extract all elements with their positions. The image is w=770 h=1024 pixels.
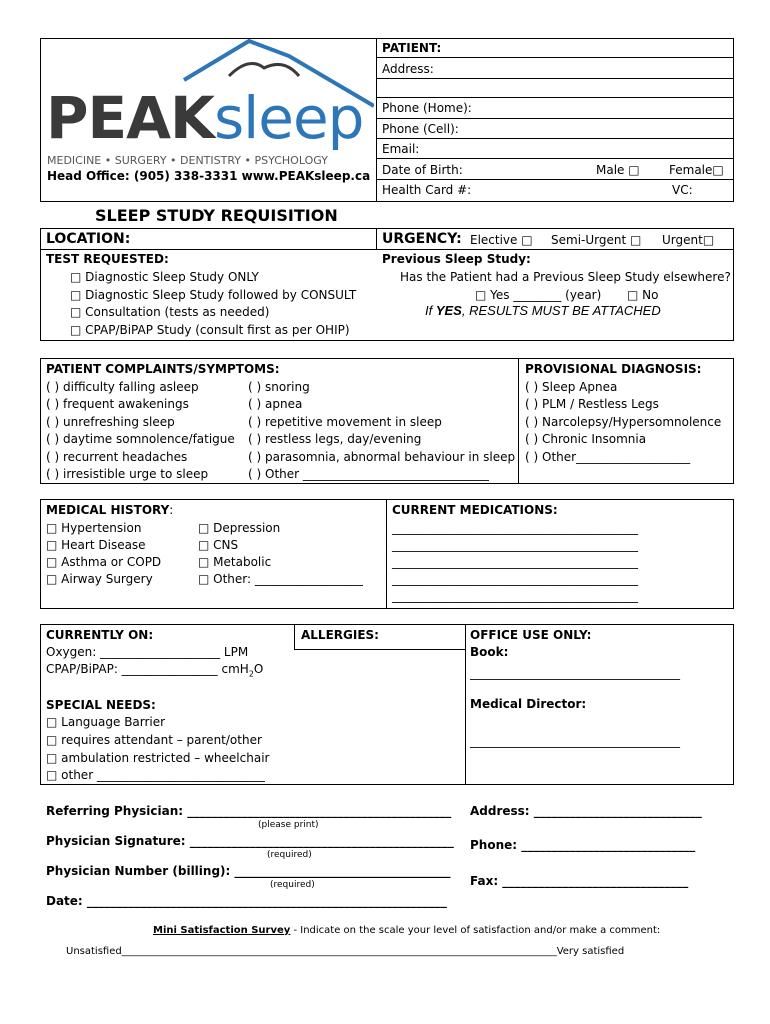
phone-cell-field[interactable]: Phone (Cell):: [382, 122, 459, 136]
test-item[interactable]: □ Consultation (tests as needed): [70, 305, 270, 319]
special-needs-heading: SPECIAL NEEDS:: [46, 698, 156, 712]
complaint-item[interactable]: ( ) parasomnia, abnormal behaviour in sleep: [248, 450, 516, 464]
medical-item[interactable]: □ Other: __________________: [198, 572, 363, 586]
urgency-urgent[interactable]: Urgent□: [662, 233, 715, 247]
book-line[interactable]: ___________________________________: [470, 666, 680, 680]
physician-address-field[interactable]: Address: ____________________________: [470, 804, 702, 818]
medical-item[interactable]: □ Asthma or COPD: [46, 555, 162, 569]
special-item[interactable]: □ Language Barrier: [46, 715, 166, 729]
medical-item[interactable]: □ Depression: [198, 521, 281, 535]
complaint-item[interactable]: ( ) recurrent headaches: [46, 450, 188, 464]
diagnosis-item[interactable]: ( ) Chronic Insomnia: [525, 432, 647, 446]
dob-field[interactable]: Date of Birth:: [382, 163, 463, 177]
cpap-field[interactable]: CPAP/BiPAP: ________________ cmH$_2$O: [46, 662, 264, 679]
previous-study-heading: Previous Sleep Study:: [382, 252, 531, 266]
medical-history-heading: MEDICAL HISTORY:: [46, 503, 174, 517]
medical-item[interactable]: □ Heart Disease: [46, 538, 146, 552]
medical-item[interactable]: □ Hypertension: [46, 521, 142, 535]
medical-item[interactable]: □ Metabolic: [198, 555, 272, 569]
medication-line[interactable]: _________________________________________: [392, 521, 638, 535]
medication-line[interactable]: _________________________________________: [392, 572, 638, 586]
test-item[interactable]: □ Diagnostic Sleep Study followed by CONSULT: [70, 288, 357, 302]
previous-no[interactable]: □ No: [627, 288, 659, 302]
urgency-semi[interactable]: Semi-Urgent □: [551, 233, 642, 247]
medications-heading: CURRENT MEDICATIONS:: [392, 503, 558, 517]
complaint-item[interactable]: ( ) Other _______________________________: [248, 467, 489, 481]
brand-sleep: sleep: [213, 84, 364, 152]
complaints-heading: PATIENT COMPLAINTS/SYMPTOMS:: [46, 362, 280, 376]
diagnosis-item[interactable]: ( ) PLM / Restless Legs: [525, 397, 659, 411]
director-line[interactable]: ___________________________________: [470, 734, 680, 748]
physician-fax-field[interactable]: Fax: _______________________________: [470, 874, 689, 888]
complaint-item[interactable]: ( ) apnea: [248, 397, 303, 411]
medical-item[interactable]: □ CNS: [198, 538, 239, 552]
survey-heading: Mini Satisfaction Survey - Indicate on the scale your level of satisfaction and/or make a comment:: [153, 925, 661, 936]
medical-item[interactable]: □ Airway Surgery: [46, 572, 153, 586]
head-office: Head Office: (905) 338-3331 www.PEAKsleep.ca: [47, 169, 371, 183]
complaint-item[interactable]: ( ) unrefreshing sleep: [46, 415, 175, 429]
patient-label: PATIENT:: [382, 41, 442, 55]
female-checkbox[interactable]: Female□: [669, 163, 724, 177]
complaint-item[interactable]: ( ) restless legs, day/evening: [248, 432, 422, 446]
physician-number-field[interactable]: Physician Number (billing): ____________________________________: [46, 864, 451, 878]
test-item[interactable]: □ CPAP/BiPAP Study (consult first as per OHIP): [70, 323, 350, 337]
logo-tagline: MEDICINE • SURGERY • DENTISTRY • PSYCHOLOGY: [47, 154, 328, 167]
results-note: If YES, RESULTS MUST BE ATTACHED: [425, 303, 661, 318]
urgency-label: URGENCY:: [382, 231, 462, 247]
complaint-item[interactable]: ( ) frequent awakenings: [46, 397, 189, 411]
test-item[interactable]: □ Diagnostic Sleep Study ONLY: [70, 270, 259, 284]
special-item[interactable]: □ other ____________________________: [46, 768, 265, 782]
referring-physician-field[interactable]: Referring Physician: ____________________________________________: [46, 804, 452, 818]
special-item[interactable]: □ requires attendant – parent/other: [46, 733, 262, 747]
physician-signature-field[interactable]: Physician Signature: ____________________________________________: [46, 834, 454, 848]
physician-phone-field[interactable]: Phone: _____________________________: [470, 838, 696, 852]
location-label: LOCATION:: [46, 231, 131, 247]
male-checkbox[interactable]: Male □: [596, 163, 640, 177]
diagnosis-item[interactable]: ( ) Narcolepsy/Hypersomnolence: [525, 415, 722, 429]
vc-field[interactable]: VC:: [672, 183, 693, 197]
required-note: (required): [267, 850, 312, 860]
allergies-heading: ALLERGIES:: [301, 628, 379, 642]
date-field[interactable]: Date: ____________________________________________________________: [46, 894, 447, 908]
diagnosis-item[interactable]: ( ) Sleep Apnea: [525, 380, 618, 394]
medication-line[interactable]: _________________________________________: [392, 555, 638, 569]
diagnosis-heading: PROVISIONAL DIAGNOSIS:: [525, 362, 702, 376]
complaint-item[interactable]: ( ) irresistible urge to sleep: [46, 467, 209, 481]
medication-line[interactable]: _________________________________________: [392, 538, 638, 552]
page-title: SLEEP STUDY REQUISITION: [95, 206, 338, 225]
previous-study-question: Has the Patient had a Previous Sleep Study elsewhere?: [400, 270, 731, 284]
complaint-item[interactable]: ( ) difficulty falling asleep: [46, 380, 199, 394]
please-print-note: (please print): [258, 820, 319, 830]
satisfaction-scale[interactable]: Unsatisfied_______________________________________________________________________________________Very satisfied: [66, 946, 625, 957]
required-note: (required): [270, 880, 315, 890]
currently-on-heading: CURRENTLY ON:: [46, 628, 154, 642]
office-use-heading: OFFICE USE ONLY:: [470, 628, 592, 642]
diagnosis-item[interactable]: ( ) Other___________________: [525, 450, 691, 464]
health-card-field[interactable]: Health Card #:: [382, 183, 472, 197]
brand-peak: PEAK: [46, 84, 214, 152]
special-item[interactable]: □ ambulation restricted – wheelchair: [46, 751, 270, 765]
oxygen-field[interactable]: Oxygen: ____________________ LPM: [46, 645, 249, 659]
urgency-elective[interactable]: Elective □: [470, 233, 533, 247]
complaint-item[interactable]: ( ) daytime somnolence/fatigue: [46, 432, 235, 446]
email-field[interactable]: Email:: [382, 142, 420, 156]
complaint-item[interactable]: ( ) repetitive movement in sleep: [248, 415, 442, 429]
test-requested-heading: TEST REQUESTED:: [46, 252, 169, 266]
medication-line[interactable]: _________________________________________: [392, 589, 638, 603]
medical-director-label: Medical Director:: [470, 697, 587, 711]
phone-home-field[interactable]: Phone (Home):: [382, 101, 472, 115]
address-field[interactable]: Address:: [382, 62, 434, 76]
book-label: Book:: [470, 645, 509, 659]
complaint-item[interactable]: ( ) snoring: [248, 380, 310, 394]
previous-yes[interactable]: □ Yes ________ (year): [475, 288, 602, 302]
